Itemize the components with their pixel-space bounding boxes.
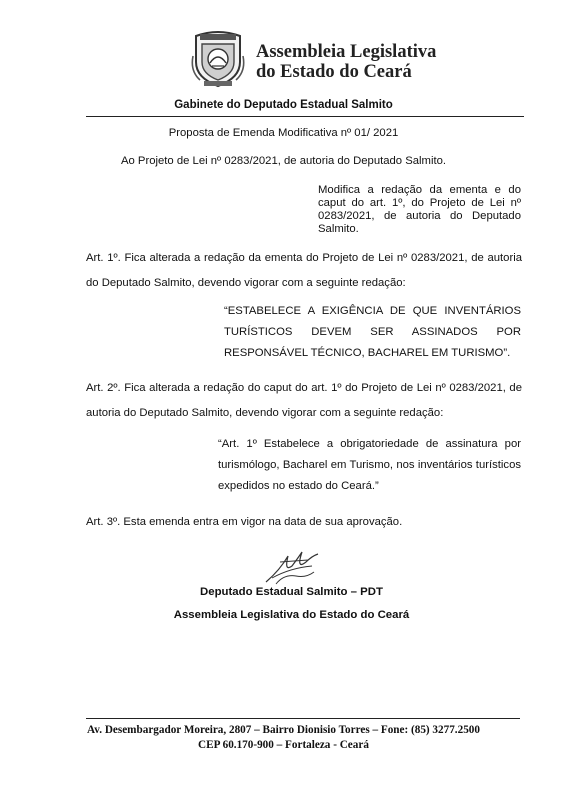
handwritten-signature (262, 548, 322, 588)
signer-name: Deputado Estadual Salmito – PDT (200, 586, 383, 598)
footer-cep-city: CEP 60.170-900 – Fortaleza - Ceará (198, 739, 369, 751)
assembly-crest-logo (190, 26, 246, 88)
header-divider (86, 116, 524, 117)
proposal-title: Proposta de Emenda Modificativa nº 01/ 2021 (168, 127, 399, 139)
org-name-line1: Assembleia Legislativa (256, 42, 437, 62)
footer-divider (86, 718, 520, 719)
article-2-quote: “Art. 1º Estabelece a obrigatoriedade de assinatura por turismólogo, Bacharel em Turismo, nos inventários turísticos expedidos no estado do Ceará.” (218, 438, 521, 492)
cabinet-heading: Gabinete do Deputado Estadual Salmito (174, 99, 393, 111)
article-2: Art. 2º. Fica alterada a redação do caput do art. 1º do Projeto de Lei nº 0283/2021, de autoria do Deputado Salmito, devendo vigorar com a seguinte redação: (86, 382, 522, 419)
signer-organization: Assembleia Legislativa do Estado do Ceará (173, 609, 410, 621)
article-3: Art. 3º. Esta emenda entra em vigor na data de sua aprovação. (86, 516, 403, 528)
org-name-line2: do Estado do Ceará (256, 62, 412, 82)
article-1: Art. 1º. Fica alterada a redação da ementa do Projeto de Lei nº 0283/2021, de autoria do Deputado Salmito, devendo vigorar com a seguinte redação: (86, 252, 522, 289)
article-1-quote: “ESTABELECE A EXIGÊNCIA DE QUE INVENTÁRIOS TURÍSTICOS DEVEM SER ASSINADOS POR RESPONSÁVEL TÉCNICO, BACHAREL EM TURISMO”. (224, 305, 521, 359)
project-reference: Ao Projeto de Lei nº 0283/2021, de autoria do Deputado Salmito. (120, 155, 447, 167)
footer-address: Av. Desembargador Moreira, 2807 – Bairro Dionisio Torres – Fone: (85) 3277.2500 (87, 724, 480, 736)
amendment-summary: Modifica a redação da ementa e do caput do art. 1º, do Projeto de Lei nº 0283/2021, de autoria do Deputado Salmito. (318, 184, 521, 235)
